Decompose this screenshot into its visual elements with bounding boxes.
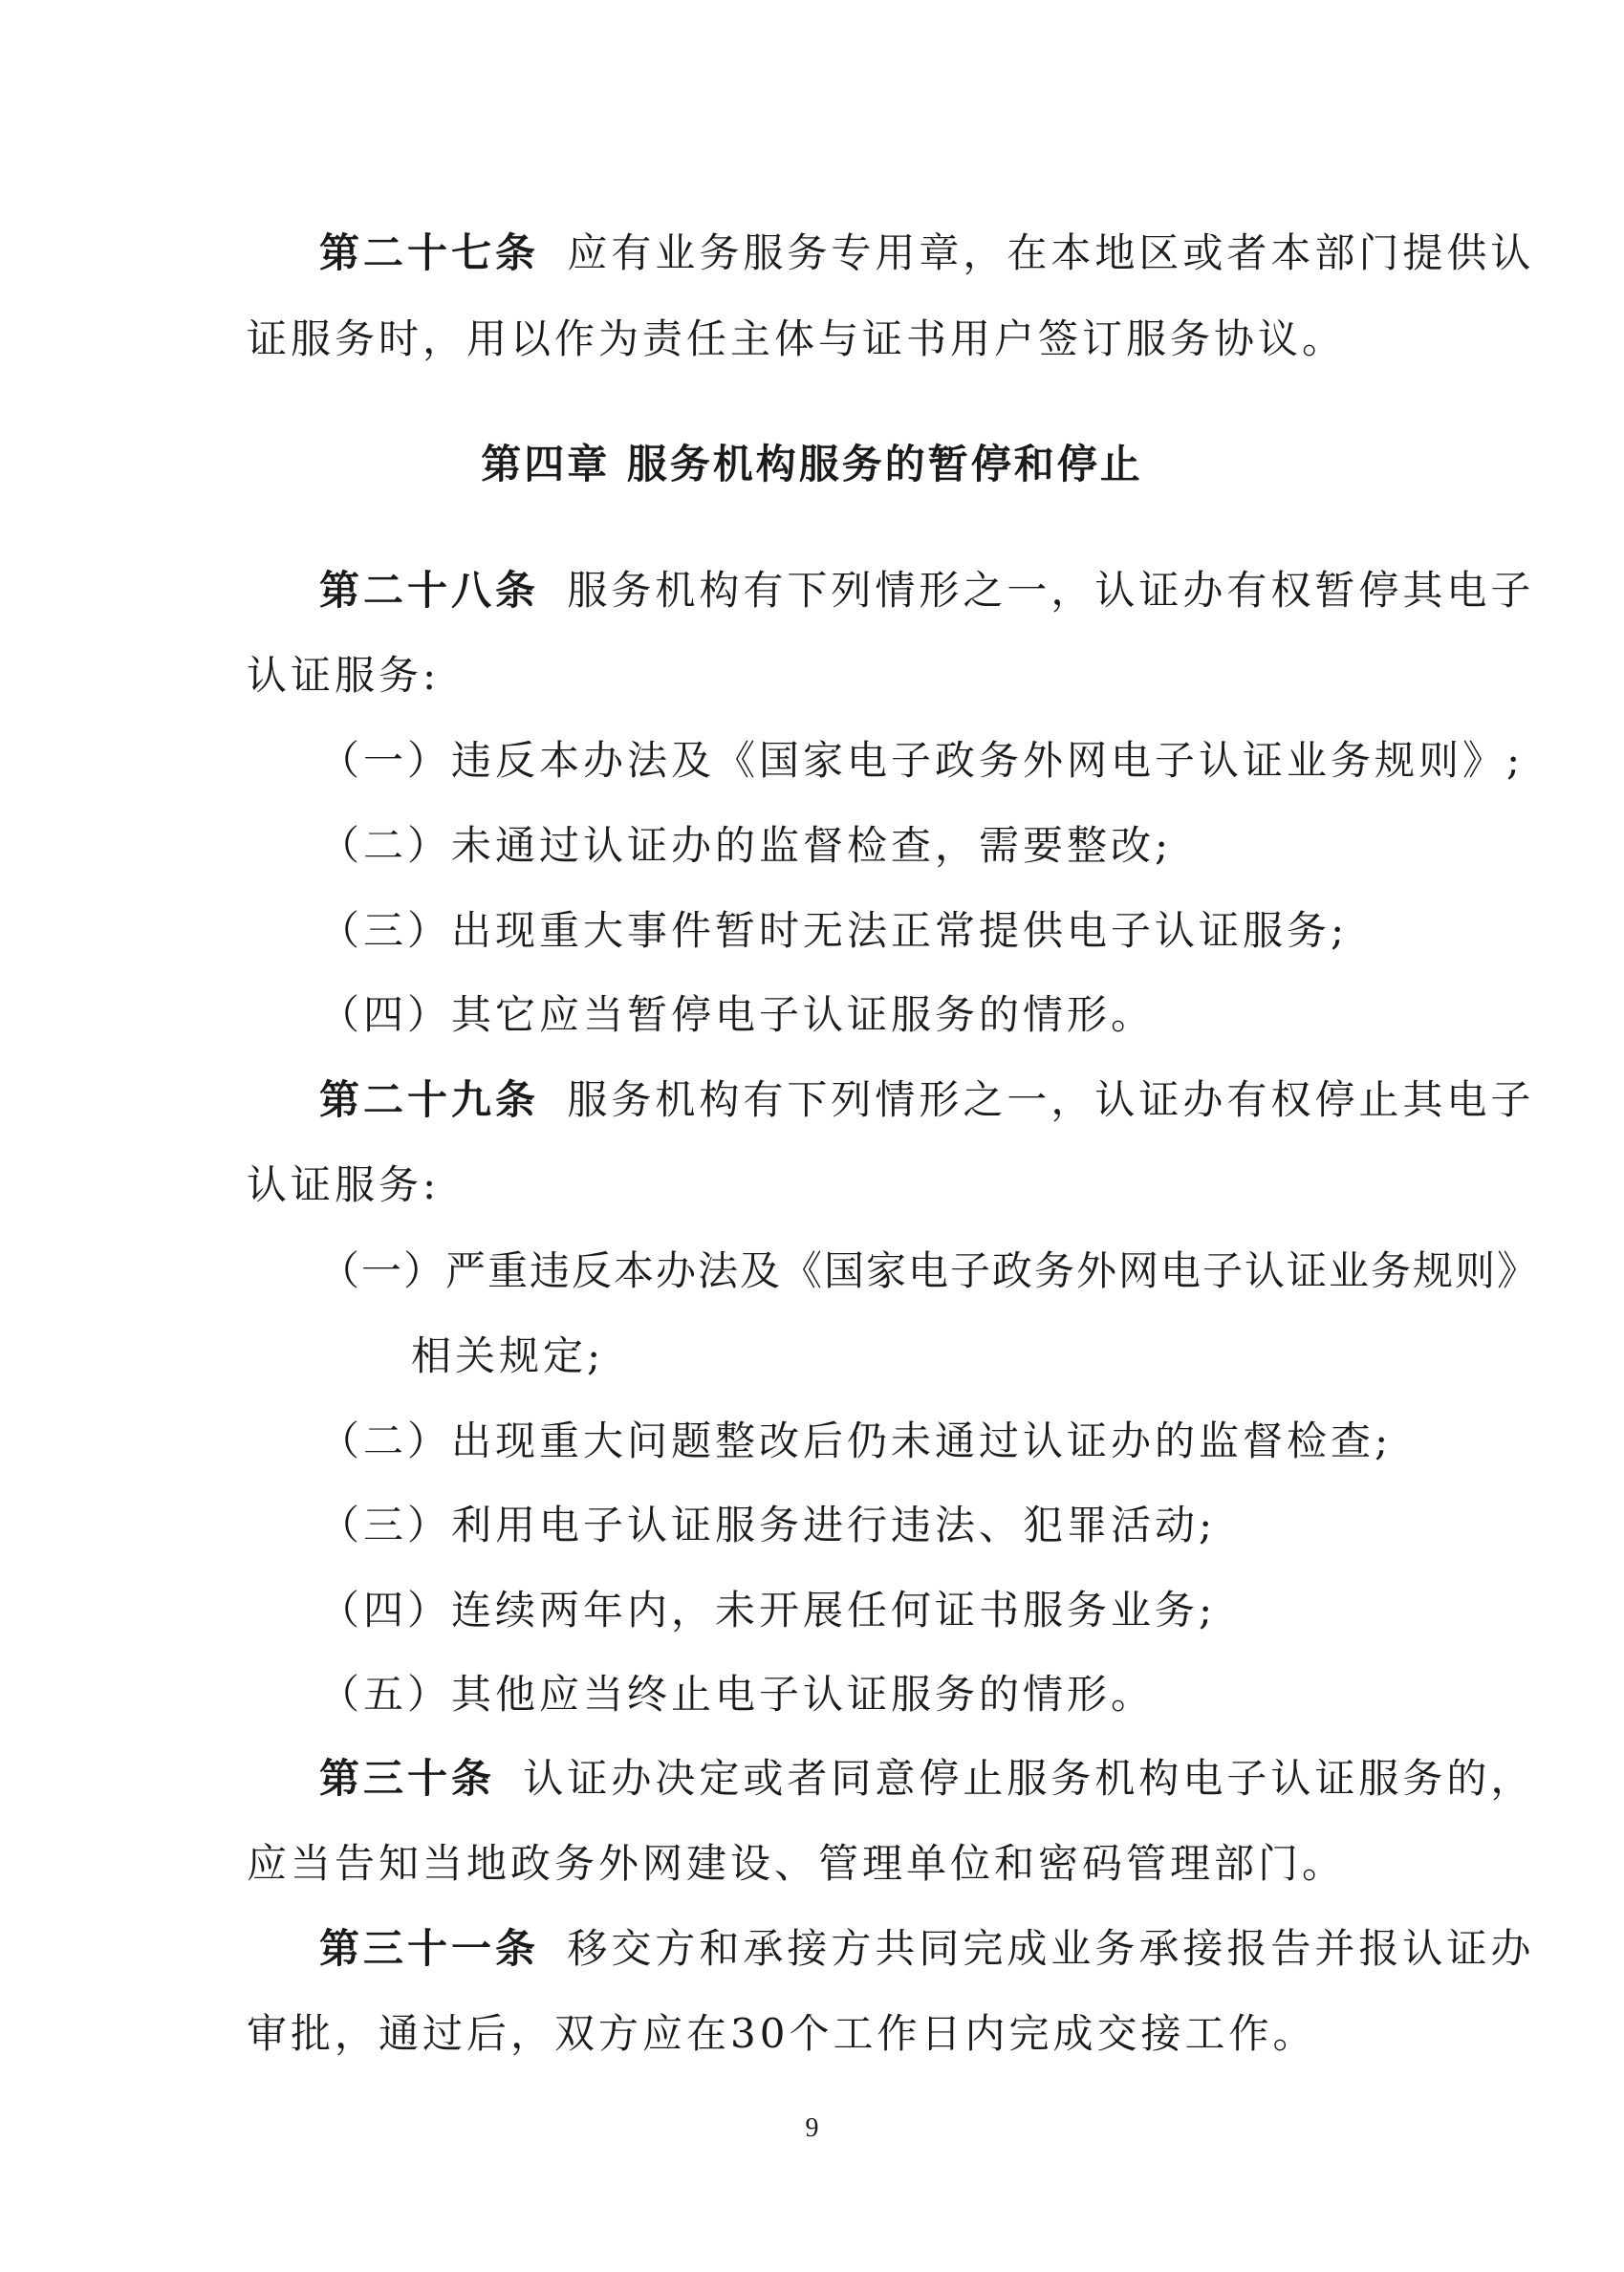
- article-30-line-2: 应当告知当地政务外网建设、管理单位和密码管理部门。: [247, 1840, 1347, 1887]
- article-27-heading: 第二十七条: [319, 229, 540, 276]
- article-28-item-1: （一）违反本办法及《国家电子政务外网电子认证业务规则》;: [319, 737, 1525, 784]
- article-29-item-5: （五）其他应当终止电子认证服务的情形。: [319, 1671, 1156, 1718]
- article-31-line-1: [319, 1925, 1535, 1972]
- article-28-item-4: （四）其它应当暂停电子认证服务的情形。: [319, 991, 1156, 1038]
- article-30-line-1: [319, 1755, 1535, 1802]
- article-28-item-3: （三）出现重大事件暂时无法正常提供电子认证服务;: [319, 907, 1349, 954]
- article-27-line-2: 证服务时，用以作为责任主体与证书用户签订服务协议。: [247, 315, 1347, 362]
- article-28-line-2: 认证服务:: [247, 652, 441, 699]
- article-28-text: 服务机构有下列情形之一，认证办有权暂停其电子: [567, 567, 1535, 614]
- article-31-text: 移交方和承接方共同完成业务承接报告并报认证办: [567, 1925, 1535, 1972]
- article-29-item-1-cont: 相关规定;: [411, 1332, 605, 1379]
- article-27-line-1: [319, 229, 1535, 276]
- article-29-item-1: （一）严重违反本办法及《国家电子政务外网电子认证业务规则》: [319, 1247, 1540, 1294]
- article-29-item-2: （二）出现重大问题整改后仍未通过认证办的监督检查;: [319, 1417, 1393, 1464]
- article-28-line-1: [319, 567, 1535, 614]
- article-29-item-3: （三）利用电子认证服务进行违法、犯罪活动;: [319, 1502, 1217, 1548]
- article-28-item-2: （二）未通过认证办的监督检查，需要整改;: [319, 822, 1173, 869]
- article-29-heading: 第二十九条: [319, 1076, 540, 1123]
- article-29-text: 服务机构有下列情形之一，认证办有权停止其电子: [567, 1076, 1535, 1123]
- article-31-line-2: 审批，通过后，双方应在30个工作日内完成交接工作。: [247, 2010, 1317, 2057]
- article-31-heading: 第三十一条: [319, 1925, 540, 1972]
- page-number: 9: [805, 2113, 819, 2143]
- article-29-line-2: 认证服务:: [247, 1161, 441, 1208]
- article-29-item-4: （四）连续两年内，未开展任何证书服务业务;: [319, 1587, 1217, 1634]
- article-30-heading: 第三十条: [319, 1755, 496, 1802]
- article-27-text: 应有业务服务专用章，在本地区或者本部门提供认: [567, 229, 1535, 276]
- article-29-line-1: [319, 1076, 1535, 1123]
- chapter-title: 第四章 服务机构服务的暂停和停止: [481, 441, 1143, 487]
- article-30-text: 认证办决定或者同意停止服务机构电子认证服务的，: [523, 1755, 1535, 1802]
- article-28-heading: 第二十八条: [319, 567, 540, 614]
